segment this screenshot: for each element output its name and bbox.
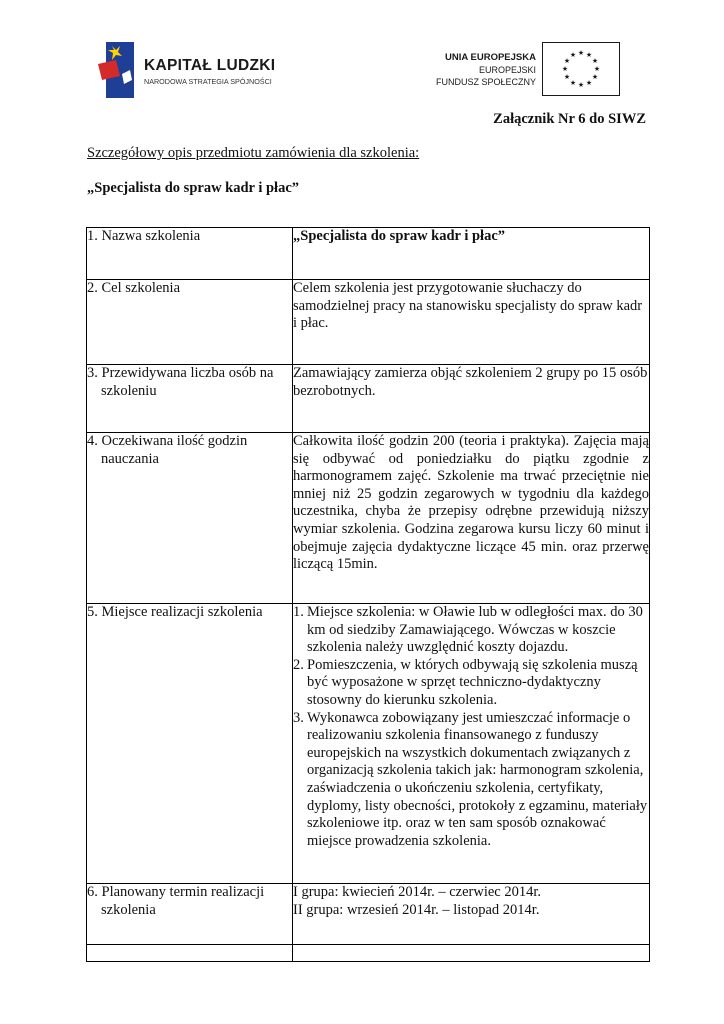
row-label <box>87 228 293 280</box>
svg-text:★: ★ <box>591 57 599 65</box>
schedule-group-2: II grupa: wrzesień 2014r. – listopad 2014r. <box>293 901 540 918</box>
list-item-text: Miejsce szkolenia: w Oławie lub w odległości max. do 30 km od siedziby Zamawiającego. Wówczas w koszcie szkolenia należy uwzględnić koszty dojazdu. <box>307 604 643 656</box>
specification-table <box>86 227 650 962</box>
row-label-text: 2. Cel szkolenia <box>87 280 181 296</box>
table-row <box>87 280 650 365</box>
logo-title: KAPITAŁ LUDZKI <box>144 57 276 74</box>
schedule-group-1: I grupa: kwiecień 2014r. – czerwiec 2014r. <box>293 884 542 900</box>
svg-text:★: ★ <box>569 51 577 59</box>
subject-line: Szczegółowy opis przedmiotu zamówienia dla szkolenia: <box>87 145 420 161</box>
list-item-text: Wykonawca zobowiązany jest umieszczać informacje o realizowaniu szkolenia finansowanego z funduszy europejskich na wszystkich dokumentach związanych z organizacją szkolenia takich jak: harmonogram szkolenia, zaświadczenia o ukończeniu szkolenia, certyfikaty, dyplomy, listy obecności, protokoły z egzaminu, materiały szkoleniowe itp. oraz w ten sam sposób oznakować miejsce prowadzenia szkolenia. <box>307 709 648 849</box>
row-label-text: 3. Przewidywana liczba osób na szkoleniu <box>87 365 274 399</box>
row-label-text: 5. Miejsce realizacji szkolenia <box>87 604 263 620</box>
row-label-text: 1. Nazwa szkolenia <box>87 228 201 244</box>
svg-text:★: ★ <box>569 79 577 87</box>
table-row <box>87 884 650 945</box>
row-value <box>293 604 650 884</box>
row-value: Zamawiający zamierza objąć szkoleniem 2 grupy po 15 osób bezrobotnych. <box>293 365 650 433</box>
empty-cell <box>293 945 650 962</box>
table-row <box>87 433 650 604</box>
row-label <box>87 604 293 884</box>
row-label-text: 4. Oczekiwana ilość godzin nauczania <box>87 433 248 467</box>
list-item-number: 2. <box>293 656 304 673</box>
svg-text:★: ★ <box>593 65 601 73</box>
eu-logo-texts <box>436 52 536 88</box>
eu-logo-line1: UNIA EUROPEJSKA <box>445 52 536 63</box>
eu-flag-icon <box>542 42 620 96</box>
svg-text:★: ★ <box>561 65 569 73</box>
course-title: „Specjalista do spraw kadr i płac” <box>87 180 300 196</box>
svg-text:★: ★ <box>577 81 585 89</box>
kapital-ludzki-logo-mark <box>98 40 138 98</box>
row-label <box>87 365 293 433</box>
row-label <box>87 433 293 604</box>
list-item-text: Pomieszczenia, w których odbywają się szkolenia muszą być wyposażone w sprzęt techniczno-dydaktyczny stosowny do kierunku szkolenia. <box>307 656 638 708</box>
svg-text:★: ★ <box>585 51 593 59</box>
kapital-ludzki-logo <box>98 40 278 100</box>
row-value: Celem szkolenia jest przygotowanie słuchaczy do samodzielnej pracy na stanowisku specjalisty do spraw kadr i płac. <box>293 280 650 365</box>
svg-text:★: ★ <box>585 79 593 87</box>
table-row <box>87 365 650 433</box>
annex-label: Załącznik Nr 6 do SIWZ <box>493 111 646 127</box>
row-label-text: 6. Planowany termin realizacji szkolenia <box>87 884 265 918</box>
svg-text:★: ★ <box>563 57 571 65</box>
table-row-empty <box>87 945 650 962</box>
row-value: Całkowita ilość godzin 200 (teoria i praktyka). Zajęcia mają się odbywać od poniedziałku do piątku zgodnie z harmonogramem zajęć. Szkolenie ma trwać przeciętnie nie mniej niż 25 godzin zegarowych w tygodniu dla każdego uczestnika, chyba że przepisy odrębne przewidują niższy wymiar szkolenia. Godzina zegarowa kursu liczy 60 minut i obejmuje zajęcia dydaktyczne liczące 45 min. oraz przerwę liczącą 15min. <box>293 433 650 604</box>
row-label <box>87 280 293 365</box>
svg-text:★: ★ <box>577 49 585 57</box>
eu-logo-line2: EUROPEJSKI <box>478 65 536 75</box>
location-list <box>293 604 649 850</box>
table-row <box>87 604 650 884</box>
empty-cell <box>87 945 293 962</box>
list-item-number: 3. <box>293 709 304 726</box>
list-item <box>293 604 649 657</box>
row-value <box>293 884 650 945</box>
list-item <box>293 710 649 851</box>
svg-text:★: ★ <box>591 73 599 81</box>
list-item-number: 1. <box>293 604 304 620</box>
logo-subtitle: NARODOWA STRATEGIA SPÓJNOŚCI <box>144 77 272 86</box>
table-row <box>87 228 650 280</box>
list-item <box>293 657 649 710</box>
eu-logo <box>418 38 628 102</box>
row-label <box>87 884 293 945</box>
svg-text:★: ★ <box>563 73 571 81</box>
eu-logo-line3: FUNDUSZ SPOŁECZNY <box>435 77 536 87</box>
row-value: „Specjalista do spraw kadr i płac” <box>293 228 650 280</box>
